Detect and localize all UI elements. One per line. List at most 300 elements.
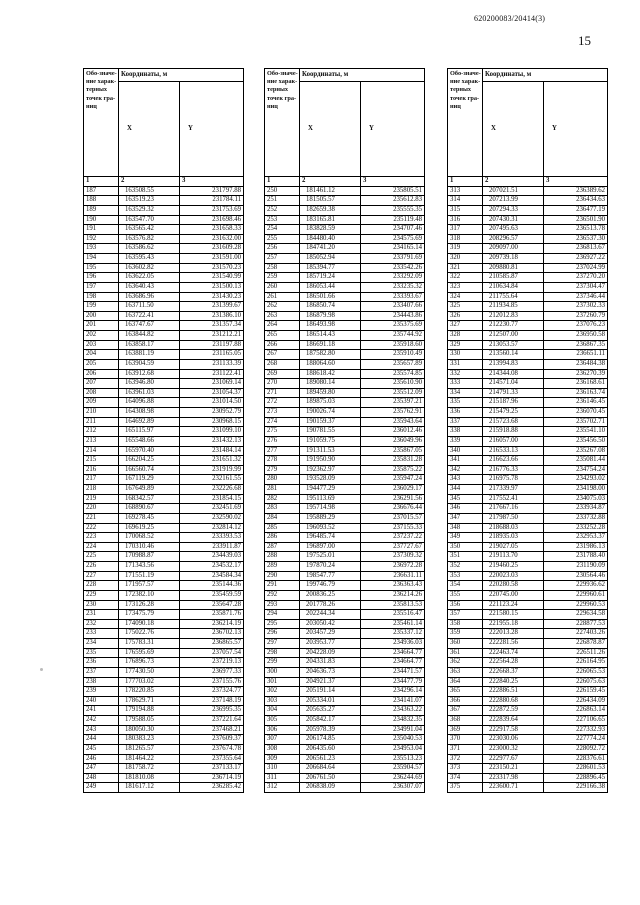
point-number: 193 [84,244,119,254]
coord-y: 235040.53 [361,735,425,745]
coord-y: 231753.69 [180,205,244,215]
point-number: 217 [84,475,119,485]
point-number: 273 [265,408,300,418]
coord-x: 223000.32 [483,744,544,754]
coord-x: 165548.66 [119,436,180,446]
coord-y: 231386.10 [180,311,244,321]
coord-y: 233911.87 [180,542,244,552]
point-number: 208 [84,388,119,398]
point-number: 191 [84,225,119,235]
table-row [84,648,244,658]
coord-y: 231190.09 [544,562,608,572]
coord-x: 178220.85 [119,687,180,697]
table-row [265,369,425,379]
point-number: 314 [448,196,483,206]
coord-y: 235144.36 [180,581,244,591]
table-row [265,196,425,206]
coord-x: 190026.74 [300,408,361,418]
coord-x: 171343.56 [119,562,180,572]
point-number: 296 [265,629,300,639]
table-row [448,639,608,649]
table-row [84,186,244,196]
coord-y: 231399.67 [180,302,244,312]
point-number: 312 [265,783,300,793]
coord-y: 235267.08 [544,446,608,456]
point-number: 195 [84,263,119,273]
coord-x: 188618.42 [300,369,361,379]
point-number: 214 [84,446,119,456]
coord-y: 236163.74 [544,388,608,398]
coord-x: 212012.83 [483,311,544,321]
coord-x: 174090.18 [119,619,180,629]
point-number: 318 [448,234,483,244]
coord-x: 163711.50 [119,302,180,312]
point-number: 194 [84,254,119,264]
coord-y: 235541.10 [544,427,608,437]
coord-y: 234832.35 [361,716,425,726]
point-number: 256 [265,244,300,254]
coord-x: 183165.81 [300,215,361,225]
coord-x: 222880.68 [483,696,544,706]
table-row [84,292,244,302]
coord-x: 163640.43 [119,282,180,292]
table-row [448,340,608,350]
coord-y: 236434.63 [544,196,608,206]
coord-y: 237148.19 [180,696,244,706]
point-number: 359 [448,629,483,639]
coord-y: 236012.46 [361,427,425,437]
point-number: 272 [265,398,300,408]
coord-y: 228601.53 [544,764,608,774]
coord-y: 234439.03 [180,552,244,562]
coord-x: 203050.42 [300,619,361,629]
point-number: 234 [84,639,119,649]
coord-x: 170068.52 [119,533,180,543]
point-number: 368 [448,716,483,726]
coord-y: 235805.51 [361,186,425,196]
coord-y: 237609.37 [180,735,244,745]
table-row [265,398,425,408]
table-row [448,648,608,658]
coord-y: 234664.77 [361,658,425,668]
coord-x: 196485.74 [300,533,361,543]
point-number: 271 [265,388,300,398]
point-number: 187 [84,186,119,196]
point-number: 243 [84,725,119,735]
point-number: 235 [84,648,119,658]
coord-y: 235871.76 [180,610,244,620]
table-row [448,552,608,562]
coord-x: 184480.40 [300,234,361,244]
table-row [265,629,425,639]
table-row [448,485,608,495]
coord-y: 236702.13 [180,629,244,639]
table-row [265,744,425,754]
coord-y: 237057.54 [180,648,244,658]
coord-x: 175022.76 [119,629,180,639]
coord-y: 232161.55 [180,475,244,485]
coord-y: 226065.53 [544,667,608,677]
table-row [265,706,425,716]
table-row [265,533,425,543]
coord-y: 237155.33 [361,523,425,533]
coord-y: 237346.44 [544,292,608,302]
table-row [448,696,608,706]
point-number: 373 [448,764,483,774]
point-number: 260 [265,282,300,292]
header-col-2: 2 [483,177,544,187]
coord-y: 231357.34 [180,321,244,331]
table-row [448,263,608,273]
table-row [265,225,425,235]
point-number: 209 [84,398,119,408]
point-number: 220 [84,504,119,514]
coord-y: 234165.14 [361,244,425,254]
coord-y: 237674.78 [180,744,244,754]
coord-x: 185394.77 [300,263,361,273]
coord-x: 219113.70 [483,552,544,562]
coord-x: 170988.87 [119,552,180,562]
point-number: 361 [448,648,483,658]
point-number: 267 [265,350,300,360]
coord-y: 235702.71 [544,417,608,427]
coord-x: 166204.25 [119,456,180,466]
table-row [448,783,608,793]
coord-y: 231069.14 [180,379,244,389]
coord-x: 171957.57 [119,581,180,591]
point-number: 241 [84,706,119,716]
coord-x: 166560.74 [119,465,180,475]
point-number: 300 [265,667,300,677]
point-number: 215 [84,456,119,466]
coord-y: 234293.02 [544,475,608,485]
coord-x: 181461.12 [300,186,361,196]
coord-y: 235516.47 [361,610,425,620]
coord-y: 235918.60 [361,340,425,350]
coord-y: 235459.59 [180,590,244,600]
coord-x: 186493.98 [300,321,361,331]
point-number: 321 [448,263,483,273]
coord-y: 231698.46 [180,215,244,225]
table-row [265,359,425,369]
table-row [84,408,244,418]
coord-x: 163576.82 [119,234,180,244]
coord-x: 222564.28 [483,658,544,668]
table-row [84,581,244,591]
point-number: 281 [265,485,300,495]
table-row [84,273,244,283]
table-row [265,590,425,600]
table-row [448,725,608,735]
coord-x: 199746.79 [300,581,361,591]
table-row [84,677,244,687]
coord-y: 231099.10 [180,427,244,437]
coord-x: 181810.08 [119,773,180,783]
coord-y: 235904.57 [361,764,425,774]
coord-x: 179588.05 [119,716,180,726]
point-number: 335 [448,398,483,408]
point-number: 196 [84,273,119,283]
coord-x: 191059.75 [300,436,361,446]
point-number: 201 [84,321,119,331]
coord-y: 229166.38 [544,783,608,793]
table-row [265,292,425,302]
table-row [84,610,244,620]
table-row [448,513,608,523]
table-row [448,754,608,764]
table-row [448,196,608,206]
table-row [265,340,425,350]
coord-y: 231788.40 [544,552,608,562]
point-number: 279 [265,465,300,475]
coord-x: 171551.19 [119,571,180,581]
coord-y: 231651.32 [180,456,244,466]
table-row [448,523,608,533]
point-number: 238 [84,677,119,687]
point-number: 343 [448,475,483,485]
table-row [265,263,425,273]
point-number: 322 [448,273,483,283]
coord-x: 186514.43 [300,331,361,341]
coord-x: 212230.77 [483,321,544,331]
coord-x: 204636.73 [300,667,361,677]
coord-x: 186879.98 [300,311,361,321]
coord-y: 237355.64 [180,754,244,764]
point-number: 291 [265,581,300,591]
table-row [448,205,608,215]
coord-y: 229936.62 [544,581,608,591]
table-row [84,562,244,572]
table-row [265,408,425,418]
coord-y: 235397.21 [361,398,425,408]
coord-x: 181464.22 [119,754,180,764]
coord-x: 181265.57 [119,744,180,754]
point-number: 219 [84,494,119,504]
point-number: 287 [265,542,300,552]
point-number: 212 [84,427,119,437]
coord-x: 204331.83 [300,658,361,668]
point-number: 302 [265,687,300,697]
coord-y: 235647.28 [180,600,244,610]
coord-y: 235375.69 [361,321,425,331]
table-row [448,427,608,437]
coord-x: 163529.32 [119,205,180,215]
coord-y: 234363.22 [361,706,425,716]
coord-x: 185052.94 [300,254,361,264]
coord-y: 234953.04 [361,744,425,754]
coordinates-table-3 [447,68,608,793]
coord-y: 237221.64 [180,716,244,726]
coord-y: 236867.35 [544,340,608,350]
coord-y: 237076.23 [544,321,608,331]
table-row [84,571,244,581]
table-row [265,485,425,495]
coord-y: 231432.13 [180,436,244,446]
point-number: 372 [448,754,483,764]
coord-y: 235456.50 [544,436,608,446]
table-row [265,186,425,196]
table-row [265,254,425,264]
point-number: 323 [448,282,483,292]
table-row [448,244,608,254]
point-number: 375 [448,783,483,793]
coord-x: 204228.09 [300,648,361,658]
table-row [84,639,244,649]
table-row [265,667,425,677]
coord-y: 231784.11 [180,196,244,206]
point-number: 365 [448,687,483,697]
coord-x: 163565.42 [119,225,180,235]
coord-y: 233252.28 [544,523,608,533]
table-row [448,735,608,745]
table-row [448,234,608,244]
coord-y: 236865.57 [180,639,244,649]
coord-x: 187582.80 [300,350,361,360]
coord-x: 216533.13 [483,446,544,456]
point-number: 289 [265,562,300,572]
coord-x: 221123.24 [483,600,544,610]
point-number: 364 [448,677,483,687]
coord-x: 163858.17 [119,340,180,350]
point-number: 328 [448,331,483,341]
coord-x: 190781.55 [300,427,361,437]
coord-y: 237302.33 [544,302,608,312]
coord-x: 205978.39 [300,725,361,735]
table-row [84,600,244,610]
point-number: 249 [84,783,119,793]
coord-y: 233791.69 [361,254,425,264]
point-number: 356 [448,600,483,610]
coord-y: 234532.17 [180,562,244,572]
header-coordinates: Координаты, м [119,69,244,82]
table-row [448,408,608,418]
point-number: 352 [448,562,483,572]
table-row [265,302,425,312]
table-row [448,600,608,610]
coord-y: 236214.26 [361,590,425,600]
point-number: 262 [265,302,300,312]
coord-x: 205334.01 [300,696,361,706]
table-row [448,465,608,475]
coord-x: 215479.25 [483,408,544,418]
table-row [265,388,425,398]
coord-y: 230952.79 [180,408,244,418]
point-number: 284 [265,513,300,523]
point-number: 190 [84,215,119,225]
point-number: 226 [84,562,119,572]
coord-x: 163912.68 [119,369,180,379]
point-number: 257 [265,254,300,264]
table-row [265,600,425,610]
coord-x: 211934.85 [483,302,544,312]
coord-y: 232226.68 [180,485,244,495]
coord-y: 235461.14 [361,619,425,629]
coord-y: 234936.03 [361,639,425,649]
point-number: 350 [448,542,483,552]
coord-y: 236927.22 [544,254,608,264]
coord-x: 168890.67 [119,504,180,514]
header-y: Y [544,82,608,177]
table-row [84,340,244,350]
coord-x: 217987.50 [483,513,544,523]
coord-y: 233235.32 [361,282,425,292]
point-number: 367 [448,706,483,716]
coord-y: 232953.37 [544,533,608,543]
coord-x: 179194.88 [119,706,180,716]
header-designation: Обо-значе-ние харак-терных точек гра-ниц [448,69,483,177]
point-number: 230 [84,600,119,610]
table-row [265,562,425,572]
point-number: 188 [84,196,119,206]
header-y: Y [361,82,425,177]
header-col-3: 3 [361,177,425,187]
point-number: 207 [84,379,119,389]
coord-y: 231500.13 [180,282,244,292]
point-number: 288 [265,552,300,562]
point-number: 320 [448,254,483,264]
point-number: 223 [84,533,119,543]
coordinates-table-1 [83,68,244,793]
point-number: 374 [448,773,483,783]
coord-y: 237024.99 [544,263,608,273]
point-number: 331 [448,359,483,369]
coord-x: 206838.09 [300,783,361,793]
coord-y: 236029.17 [361,485,425,495]
coord-y: 236049.96 [361,436,425,446]
coord-y: 236146.45 [544,398,608,408]
coord-x: 216975.78 [483,475,544,485]
point-number: 345 [448,494,483,504]
header-x: X [483,82,544,177]
coord-x: 209880.81 [483,263,544,273]
coord-x: 214791.33 [483,388,544,398]
coord-y: 226863.14 [544,706,608,716]
point-number: 264 [265,321,300,331]
point-number: 370 [448,735,483,745]
coord-x: 222977.67 [483,754,544,764]
table-row [448,292,608,302]
point-number: 344 [448,485,483,495]
coord-y: 230968.15 [180,417,244,427]
coord-y: 235574.85 [361,369,425,379]
coord-x: 218935.03 [483,533,544,543]
coord-x: 186850.74 [300,302,361,312]
coord-y: 234575.69 [361,234,425,244]
coord-x: 206684.64 [300,764,361,774]
coord-y: 237219.13 [180,658,244,668]
coord-y: 236631.11 [361,571,425,581]
table-row [84,244,244,254]
table-row [84,234,244,244]
point-number: 204 [84,350,119,360]
table-row [84,196,244,206]
table-row [448,369,608,379]
document-id: 620200083/20414(3) [474,14,546,23]
coord-x: 163508.55 [119,186,180,196]
coord-y: 233542.26 [361,263,425,273]
coord-x: 176896.73 [119,658,180,668]
coord-y: 231212.21 [180,331,244,341]
point-number: 334 [448,388,483,398]
table-row [265,677,425,687]
coord-y: 226434.09 [544,696,608,706]
point-number: 336 [448,408,483,418]
point-number: 203 [84,340,119,350]
header-col-2: 2 [300,177,361,187]
coord-y: 232814.12 [180,523,244,533]
coord-y: 234471.57 [361,667,425,677]
table-row [84,773,244,783]
